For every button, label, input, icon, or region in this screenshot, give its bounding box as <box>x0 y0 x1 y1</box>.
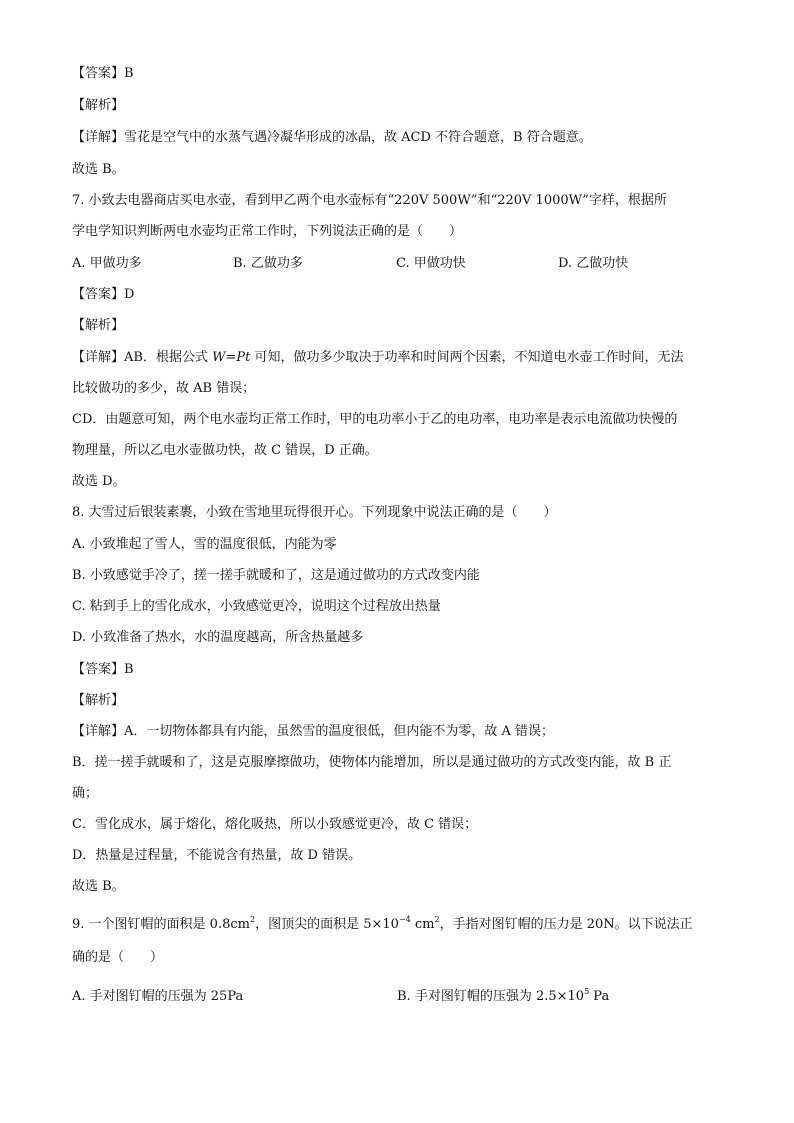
q9-stem-line1: 9. 一个图钉帽的面积是 $0.8cm^2$，图顶尖的面积是 $5\times 10^{-4}$ $cm^2$，手指对图钉帽的压力是 20N。以下说法正 <box>72 915 693 932</box>
q7-option-d: D. 乙做功快 <box>558 256 629 271</box>
q8-answer-line <box>72 660 134 680</box>
q8-option-d: D. 小致准备了热水，水的温度越高，所含热量越多 <box>72 630 364 645</box>
detail-tag: 【详解】 <box>72 724 125 739</box>
analysis-tag: 解析 <box>85 318 112 333</box>
q6-answer-line <box>72 64 134 84</box>
q7-answer-line <box>72 285 134 305</box>
cap-area: $0.8cm^2$ <box>209 915 256 932</box>
q8-stem: 8. 大雪过后银装素裹，小致在雪地里玩得很开心。下列现象中说法正确的是（ ） <box>72 505 557 520</box>
q6-conclusion: 故选 B。 <box>72 162 125 177</box>
q7-detail-line1: 【详解】AB．根据公式 W=Pt 可知，做功多少取决于功率和时间两个因素，不知道电水壶工作时间，无法 <box>72 350 684 365</box>
answer-tag: 【答案】 <box>72 66 125 81</box>
detail-tag: 【详解】 <box>72 130 125 145</box>
answer-value: B <box>124 662 134 677</box>
q6-detail <box>72 128 592 148</box>
answer-tag: 【答案】 <box>72 662 125 677</box>
q6-analysis-heading: 【解析】 <box>72 98 125 113</box>
q7-conclusion: 故选 D。 <box>72 474 126 489</box>
q8-option-b: B. 小致感觉手冷了，搓一搓手就暖和了，这是通过做功的方式改变内能 <box>72 568 480 583</box>
q7-detail-line2: 比较做功的多少，故 AB 错误； <box>72 381 256 396</box>
formula: W=Pt <box>212 350 251 365</box>
answer-value: D <box>124 287 135 302</box>
q8-conclusion: 故选 B。 <box>72 879 125 894</box>
q8-detail-line5: D．热量是过程量，不能说含有热量，故 D 错误。 <box>72 848 362 863</box>
q7-analysis-heading: 【解析】 <box>72 318 125 333</box>
q7-option-c: C. 甲做功快 <box>396 256 466 271</box>
q7-stem-line1: 7. 小致去电器商店买电水壶，看到甲乙两个电水壶标有“220V 500W”和“220V 1000W”字样，根据所 <box>72 193 667 208</box>
q7-option-b: B. 乙做功多 <box>233 256 303 271</box>
detail-text: 雪花是空气中的水蒸气遇冷凝华形成的冰晶，故 ACD 不符合题意，B 符合题意。 <box>124 130 592 145</box>
q7-detail-line4: 物理量，所以乙电水壶做功快，故 C 错误，D 正确。 <box>72 443 378 458</box>
tip-area: $5\times 10^{-4}$ $cm^2$ <box>363 915 440 932</box>
q8-detail-line2: B．搓一搓手就暖和了，这是克服摩擦做功，使物体内能增加，所以是通过做功的方式改变内能，故 B 正 <box>72 755 672 770</box>
answer-value: B <box>124 66 134 81</box>
q8-analysis-heading: 【解析】 <box>72 693 125 708</box>
analysis-tag: 解析 <box>85 693 112 708</box>
q9-option-a: A. 手对图钉帽的压强为 25Pa <box>72 989 244 1004</box>
q8-detail-line3: 确； <box>72 786 99 801</box>
q9-option-b: B. 手对图钉帽的压强为 $2.5\times 10^5$ Pa <box>397 987 610 1004</box>
q9-stem-line2: 确的是（ ） <box>72 950 164 965</box>
detail-tag: 【详解】 <box>72 350 125 365</box>
q7-option-a: A. 甲做功多 <box>72 256 142 271</box>
q8-option-c: C. 粘到手上的雪化成水，小致感觉更冷，说明这个过程放出热量 <box>72 599 441 614</box>
q7-stem-line2: 学电学知识判断两电水壶均正常工作时，下列说法正确的是（ ） <box>72 224 463 239</box>
q8-detail-line1: 【详解】A．一切物体都具有内能，虽然雪的温度很低，但内能不为零，故 A 错误； <box>72 724 555 739</box>
q7-detail-line3: CD．由题意可知，两个电水壶均正常工作时，甲的电功率小于乙的电功率，电功率是表示电流做功快慢的 <box>72 412 678 427</box>
q8-option-a: A. 小致堆起了雪人，雪的温度很低，内能为零 <box>72 537 337 552</box>
q8-detail-line4: C．雪化成水，属于熔化，熔化吸热，所以小致感觉更冷，故 C 错误； <box>72 817 478 832</box>
answer-tag: 【答案】 <box>72 287 125 302</box>
analysis-tag: 解析 <box>85 98 112 113</box>
